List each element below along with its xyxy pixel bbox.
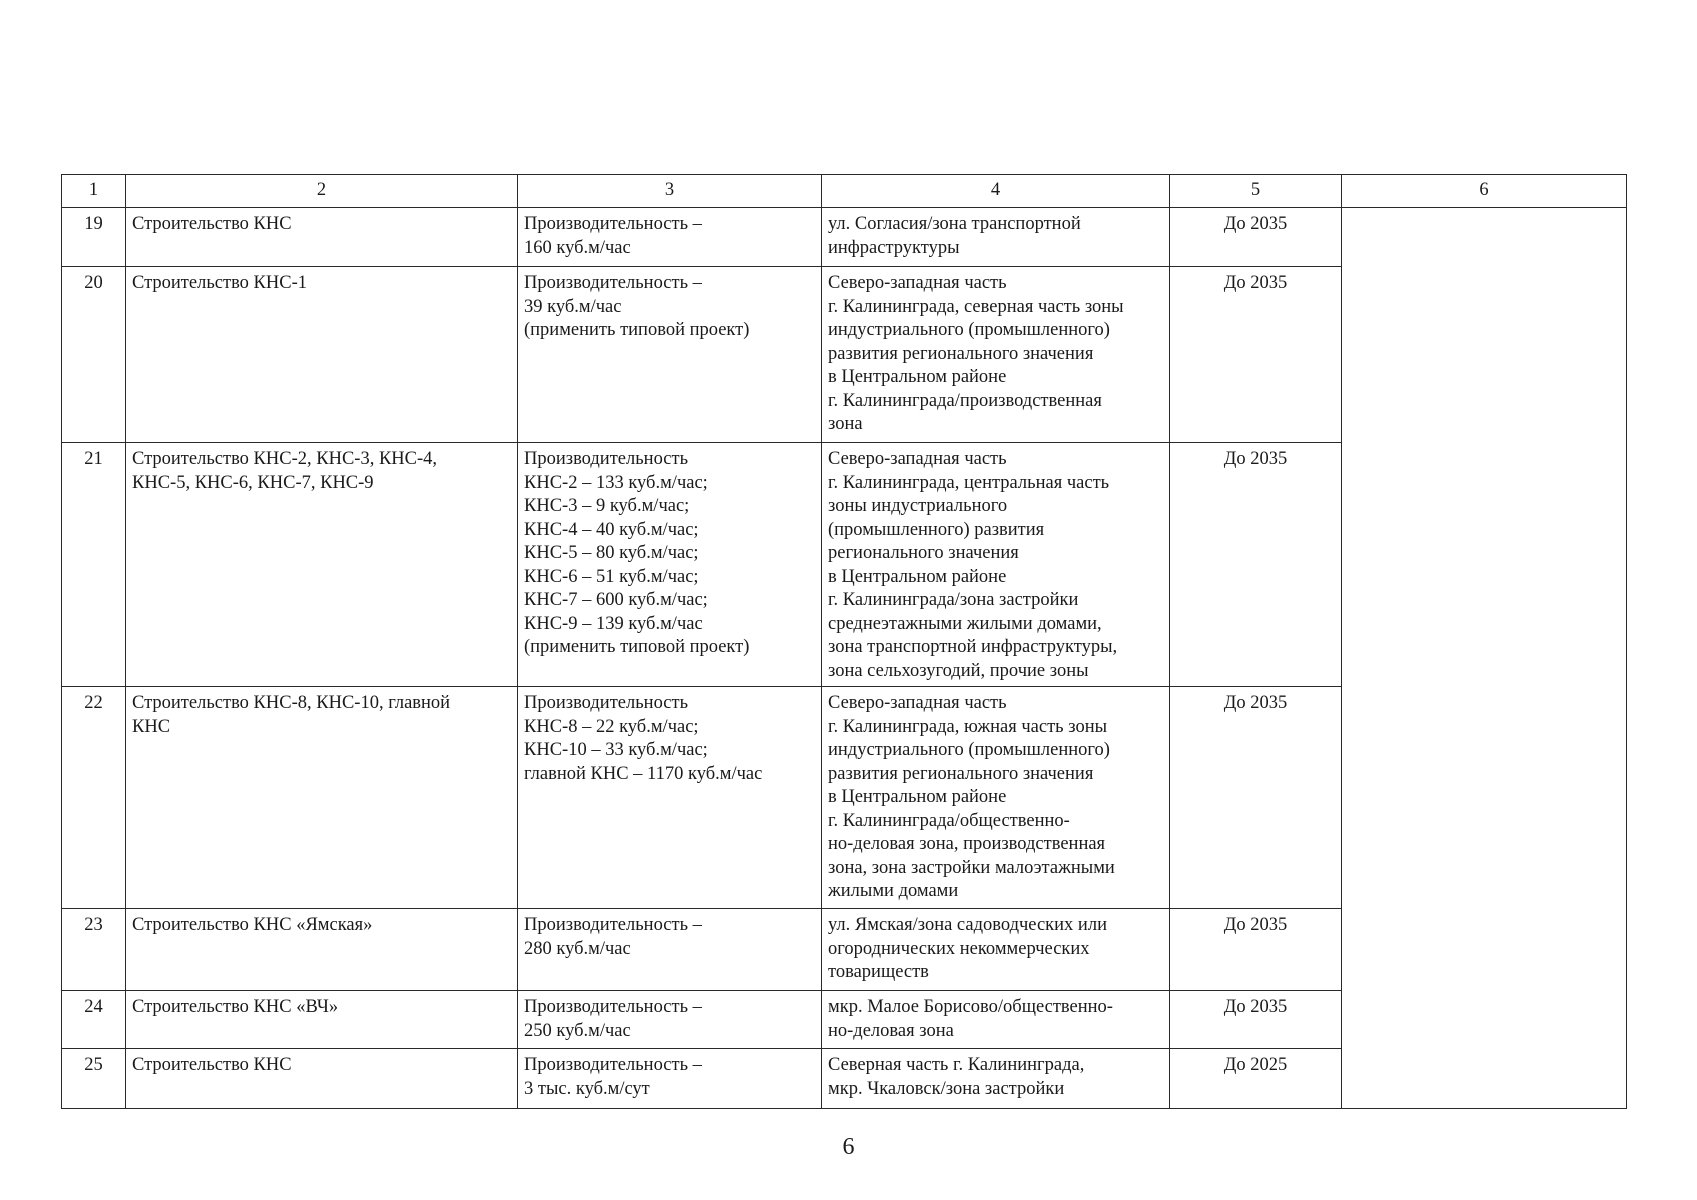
capacity-cell xyxy=(518,687,822,909)
location-line: жилыми домами xyxy=(828,881,959,901)
capacity-line: 250 куб.м/час xyxy=(524,1020,631,1041)
name-cell xyxy=(126,991,518,1049)
location-line: г. Калининграда/зона застройки xyxy=(828,590,1079,610)
header-cell-5: 5 xyxy=(1170,175,1342,208)
term-cell: До 2035 xyxy=(1170,687,1342,909)
location-line: но-деловая зона, производственная xyxy=(828,834,1106,854)
capacity-line: Производительность – xyxy=(524,915,702,935)
capacity-line: КНС-5 – 80 куб.м/час; xyxy=(524,543,699,563)
header-cell-6: 6 xyxy=(1342,175,1627,208)
header-cell-3: 3 xyxy=(518,175,822,208)
name-line: Строительство КНС-2, КНС-3, КНС-4, xyxy=(132,449,438,469)
capacity-line: 3 тыс. куб.м/сут xyxy=(524,1078,650,1099)
row-number-cell: 20 xyxy=(62,267,126,443)
location-line: зона сельхозугодий, прочие зоны xyxy=(828,660,1089,681)
name-cell xyxy=(126,267,518,443)
location-line: огороднических некоммерческих xyxy=(828,938,1090,959)
capacity-line: КНС-3 – 9 куб.м/час; xyxy=(524,496,690,516)
capacity-line: КНС-6 – 51 куб.м/час; xyxy=(524,566,699,587)
location-line: Северная часть г. Калининграда, xyxy=(828,1055,1085,1075)
capacity-line: 280 куб.м/час xyxy=(524,938,631,959)
location-line: в Центральном районе xyxy=(828,787,1007,807)
location-cell xyxy=(822,443,1170,687)
capacity-cell xyxy=(518,208,822,267)
name-line: Строительство КНС «Ямская» xyxy=(132,915,373,935)
location-line: зона транспортной инфраструктуры, xyxy=(828,637,1118,657)
location-line: г. Калининграда/общественно- xyxy=(828,810,1070,831)
table-header-row xyxy=(62,175,1627,208)
term-cell: До 2035 xyxy=(1170,909,1342,991)
name-line: Строительство КНС-1 xyxy=(132,273,308,293)
name-line: КНС-5, КНС-6, КНС-7, КНС-9 xyxy=(132,472,374,493)
capacity-cell xyxy=(518,909,822,991)
location-cell xyxy=(822,687,1170,909)
investment-table xyxy=(61,174,1627,1109)
name-line: Строительство КНС xyxy=(132,1055,292,1075)
term-cell: До 2025 xyxy=(1170,1049,1342,1109)
page-number: 6 xyxy=(842,1134,855,1160)
name-line: Строительство КНС-8, КНС-10, главной xyxy=(132,693,451,713)
row-number-cell: 24 xyxy=(62,991,126,1049)
location-line: (промышленного) развития xyxy=(828,519,1045,540)
term-cell: До 2035 xyxy=(1170,267,1342,443)
location-line: но-деловая зона xyxy=(828,1020,954,1041)
location-line: г. Калининграда, северная часть зоны xyxy=(828,296,1124,317)
capacity-line: 39 куб.м/час xyxy=(524,296,622,317)
row-number-cell: 19 xyxy=(62,208,126,267)
term-cell: До 2035 xyxy=(1170,991,1342,1049)
location-line: мкр. Чкаловск/зона застройки xyxy=(828,1078,1065,1099)
row-number-cell: 25 xyxy=(62,1049,126,1109)
name-cell xyxy=(126,1049,518,1109)
name-cell xyxy=(126,443,518,687)
header-cell-2: 2 xyxy=(126,175,518,208)
capacity-cell xyxy=(518,443,822,687)
capacity-line: КНС-4 – 40 куб.м/час; xyxy=(524,519,699,540)
location-line: г. Калининграда, южная часть зоны xyxy=(828,716,1108,737)
row-number-cell: 21 xyxy=(62,443,126,687)
location-line: инфраструктуры xyxy=(828,237,960,258)
location-line: индустриального (промышленного) xyxy=(828,320,1110,340)
location-line: регионального значения xyxy=(828,543,1019,563)
location-line: зона, зона застройки малоэтажными xyxy=(828,857,1115,878)
capacity-cell xyxy=(518,1049,822,1109)
capacity-line: КНС-2 – 133 куб.м/час; xyxy=(524,472,708,493)
capacity-line: (применить типовой проект) xyxy=(524,320,750,340)
capacity-line: Производительность xyxy=(524,449,689,469)
location-line: зона xyxy=(828,414,863,434)
name-line: Строительство КНС xyxy=(132,214,292,234)
location-line: мкр. Малое Борисово/общественно- xyxy=(828,997,1113,1017)
capacity-line: КНС-8 – 22 куб.м/час; xyxy=(524,716,699,737)
capacity-line: Производительность xyxy=(524,693,689,713)
location-line: развития регионального значения xyxy=(828,763,1094,784)
location-line: индустриального (промышленного) xyxy=(828,740,1110,760)
location-line: среднеэтажными жилыми домами, xyxy=(828,613,1102,634)
capacity-line: Производительность – xyxy=(524,214,702,234)
capacity-line: Производительность – xyxy=(524,1055,702,1075)
header-cell-1: 1 xyxy=(62,175,126,208)
row-number-cell: 23 xyxy=(62,909,126,991)
term-cell: До 2035 xyxy=(1170,443,1342,687)
name-cell xyxy=(126,687,518,909)
capacity-cell xyxy=(518,267,822,443)
capacity-line: Производительность – xyxy=(524,273,702,293)
location-cell xyxy=(822,267,1170,443)
name-cell xyxy=(126,208,518,267)
header-cell-4: 4 xyxy=(822,175,1170,208)
location-line: в Центральном районе xyxy=(828,566,1007,587)
location-line: Северо-западная часть xyxy=(828,449,1007,469)
row-number-cell: 22 xyxy=(62,687,126,909)
table-body xyxy=(62,208,1627,1109)
capacity-cell xyxy=(518,991,822,1049)
location-line: ул. Ямская/зона садоводческих или xyxy=(828,915,1107,935)
capacity-line: КНС-7 – 600 куб.м/час; xyxy=(524,590,708,610)
location-line: Северо-западная часть xyxy=(828,693,1007,713)
notes-cell xyxy=(1342,208,1627,1109)
table-row xyxy=(62,208,1627,267)
name-cell xyxy=(126,909,518,991)
capacity-line: КНС-10 – 33 куб.м/час; xyxy=(524,740,708,760)
capacity-line: Производительность – xyxy=(524,997,702,1017)
location-line: г. Калининграда/производственная xyxy=(828,390,1102,411)
location-cell xyxy=(822,909,1170,991)
location-cell xyxy=(822,991,1170,1049)
location-line: ул. Согласия/зона транспортной xyxy=(828,214,1081,234)
location-cell xyxy=(822,1049,1170,1109)
term-cell: До 2035 xyxy=(1170,208,1342,267)
name-line: Строительство КНС «ВЧ» xyxy=(132,997,339,1017)
location-cell xyxy=(822,208,1170,267)
location-line: в Центральном районе xyxy=(828,367,1007,387)
capacity-line: (применить типовой проект) xyxy=(524,637,750,657)
location-line: г. Калининграда, центральная часть xyxy=(828,472,1110,493)
capacity-line: КНС-9 – 139 куб.м/час xyxy=(524,613,703,634)
location-line: зоны индустриального xyxy=(828,496,1008,516)
capacity-line: главной КНС – 1170 куб.м/час xyxy=(524,763,763,784)
capacity-line: 160 куб.м/час xyxy=(524,237,631,258)
location-line: товариществ xyxy=(828,962,929,982)
location-line: развития регионального значения xyxy=(828,343,1094,364)
name-line: КНС xyxy=(132,716,171,737)
location-line: Северо-западная часть xyxy=(828,273,1007,293)
